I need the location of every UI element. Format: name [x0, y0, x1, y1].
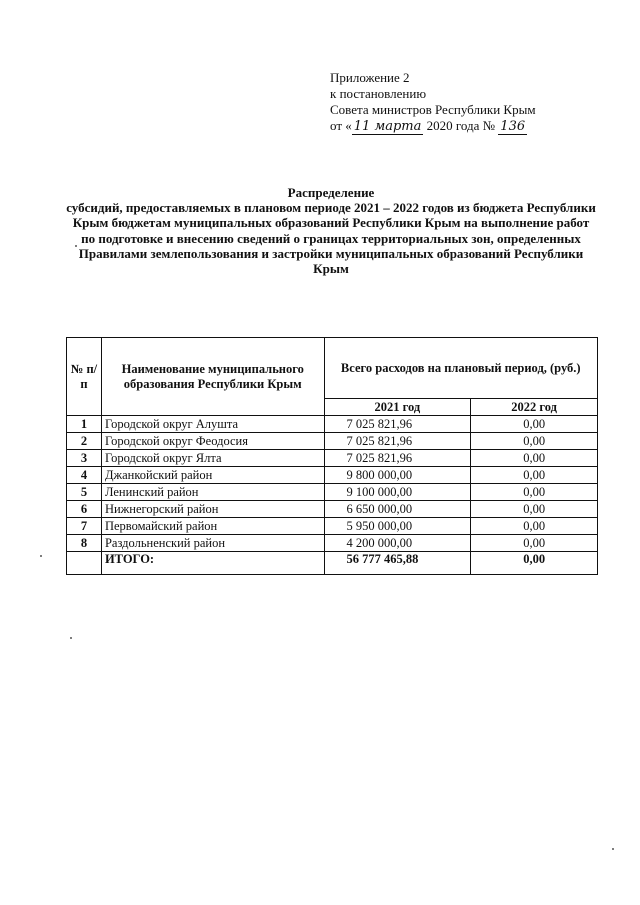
row-2022: 0,00: [471, 450, 598, 467]
appendix-line-2: к постановлению: [330, 86, 427, 101]
row-name: Первомайский район: [101, 518, 324, 535]
total-label: ИТОГО:: [101, 552, 324, 575]
scan-speck: [70, 637, 72, 639]
title-heading: Распределение: [287, 185, 375, 200]
row-2022: 0,00: [471, 518, 598, 535]
row-2021: 6 650 000,00: [324, 501, 471, 518]
handwritten-number: 136: [500, 119, 526, 134]
row-2022: 0,00: [471, 416, 598, 433]
row-2022: 0,00: [471, 501, 598, 518]
row-2021: 9 800 000,00: [324, 467, 471, 484]
appendix-header: [330, 70, 536, 134]
appendix-line-3: Совета министров Республики Крым: [330, 102, 536, 117]
table-row: [67, 484, 598, 501]
row-number: 8: [67, 535, 102, 552]
total-2021: 56 777 465,88: [324, 552, 471, 575]
row-name: Городской округ Ялта: [101, 450, 324, 467]
scan-speck: [40, 555, 42, 557]
scan-speck: [75, 245, 77, 247]
row-name: Джанкойский район: [101, 467, 324, 484]
row-number: 7: [67, 518, 102, 535]
row-name: Раздольненский район: [101, 535, 324, 552]
row-number: 5: [67, 484, 102, 501]
header-name: Наименование муниципального образования Республики Крым: [101, 338, 324, 416]
table-row: [67, 450, 598, 467]
row-name: Ленинский район: [101, 484, 324, 501]
header-2022: 2022 год: [471, 399, 598, 416]
document-title: [66, 185, 596, 276]
row-2021: 7 025 821,96: [324, 416, 471, 433]
row-number: 2: [67, 433, 102, 450]
total-2022: 0,00: [471, 552, 598, 575]
table-row: [67, 501, 598, 518]
appendix-line-1: Приложение 2: [330, 70, 410, 85]
row-number: 1: [67, 416, 102, 433]
row-name: Городской округ Феодосия: [101, 433, 324, 450]
scan-speck: [612, 848, 614, 850]
row-2021: 5 950 000,00: [324, 518, 471, 535]
header-total: Всего расходов на плановый период, (руб.): [324, 338, 597, 399]
row-2022: 0,00: [471, 535, 598, 552]
handwritten-date: 11 марта: [353, 119, 422, 134]
table-header-row: [67, 338, 598, 399]
table-row: [67, 518, 598, 535]
table-row: [67, 535, 598, 552]
table-row: [67, 433, 598, 450]
row-name: Городской округ Алушта: [101, 416, 324, 433]
table-row: [67, 416, 598, 433]
row-2021: 7 025 821,96: [324, 433, 471, 450]
row-number: 4: [67, 467, 102, 484]
date-prefix: от «: [330, 118, 352, 133]
total-row: [67, 552, 598, 575]
row-2021: 7 025 821,96: [324, 450, 471, 467]
row-number: 6: [67, 501, 102, 518]
header-num: № п/п: [67, 338, 102, 416]
total-num-cell: [67, 552, 102, 575]
row-2022: 0,00: [471, 433, 598, 450]
row-2022: 0,00: [471, 484, 598, 501]
title-body: субсидий, предоставляемых в плановом периоде 2021 – 2022 годов из бюджета Республики Крым бюджетам муниципальных образований Республики Крым на выполнение работ по подготовке и внесению сведений о границах территориальных зон, определенных Правилами землепользования и застройки муниципальных образований Республики Крым: [66, 200, 596, 277]
appendix-date-line: [330, 118, 536, 134]
table-row: [67, 467, 598, 484]
row-2022: 0,00: [471, 467, 598, 484]
header-2021: 2021 год: [324, 399, 471, 416]
date-suffix: 2020 года №: [426, 118, 496, 133]
distribution-table: [66, 337, 598, 575]
row-name: Нижнегорский район: [101, 501, 324, 518]
row-number: 3: [67, 450, 102, 467]
row-2021: 4 200 000,00: [324, 535, 471, 552]
row-2021: 9 100 000,00: [324, 484, 471, 501]
